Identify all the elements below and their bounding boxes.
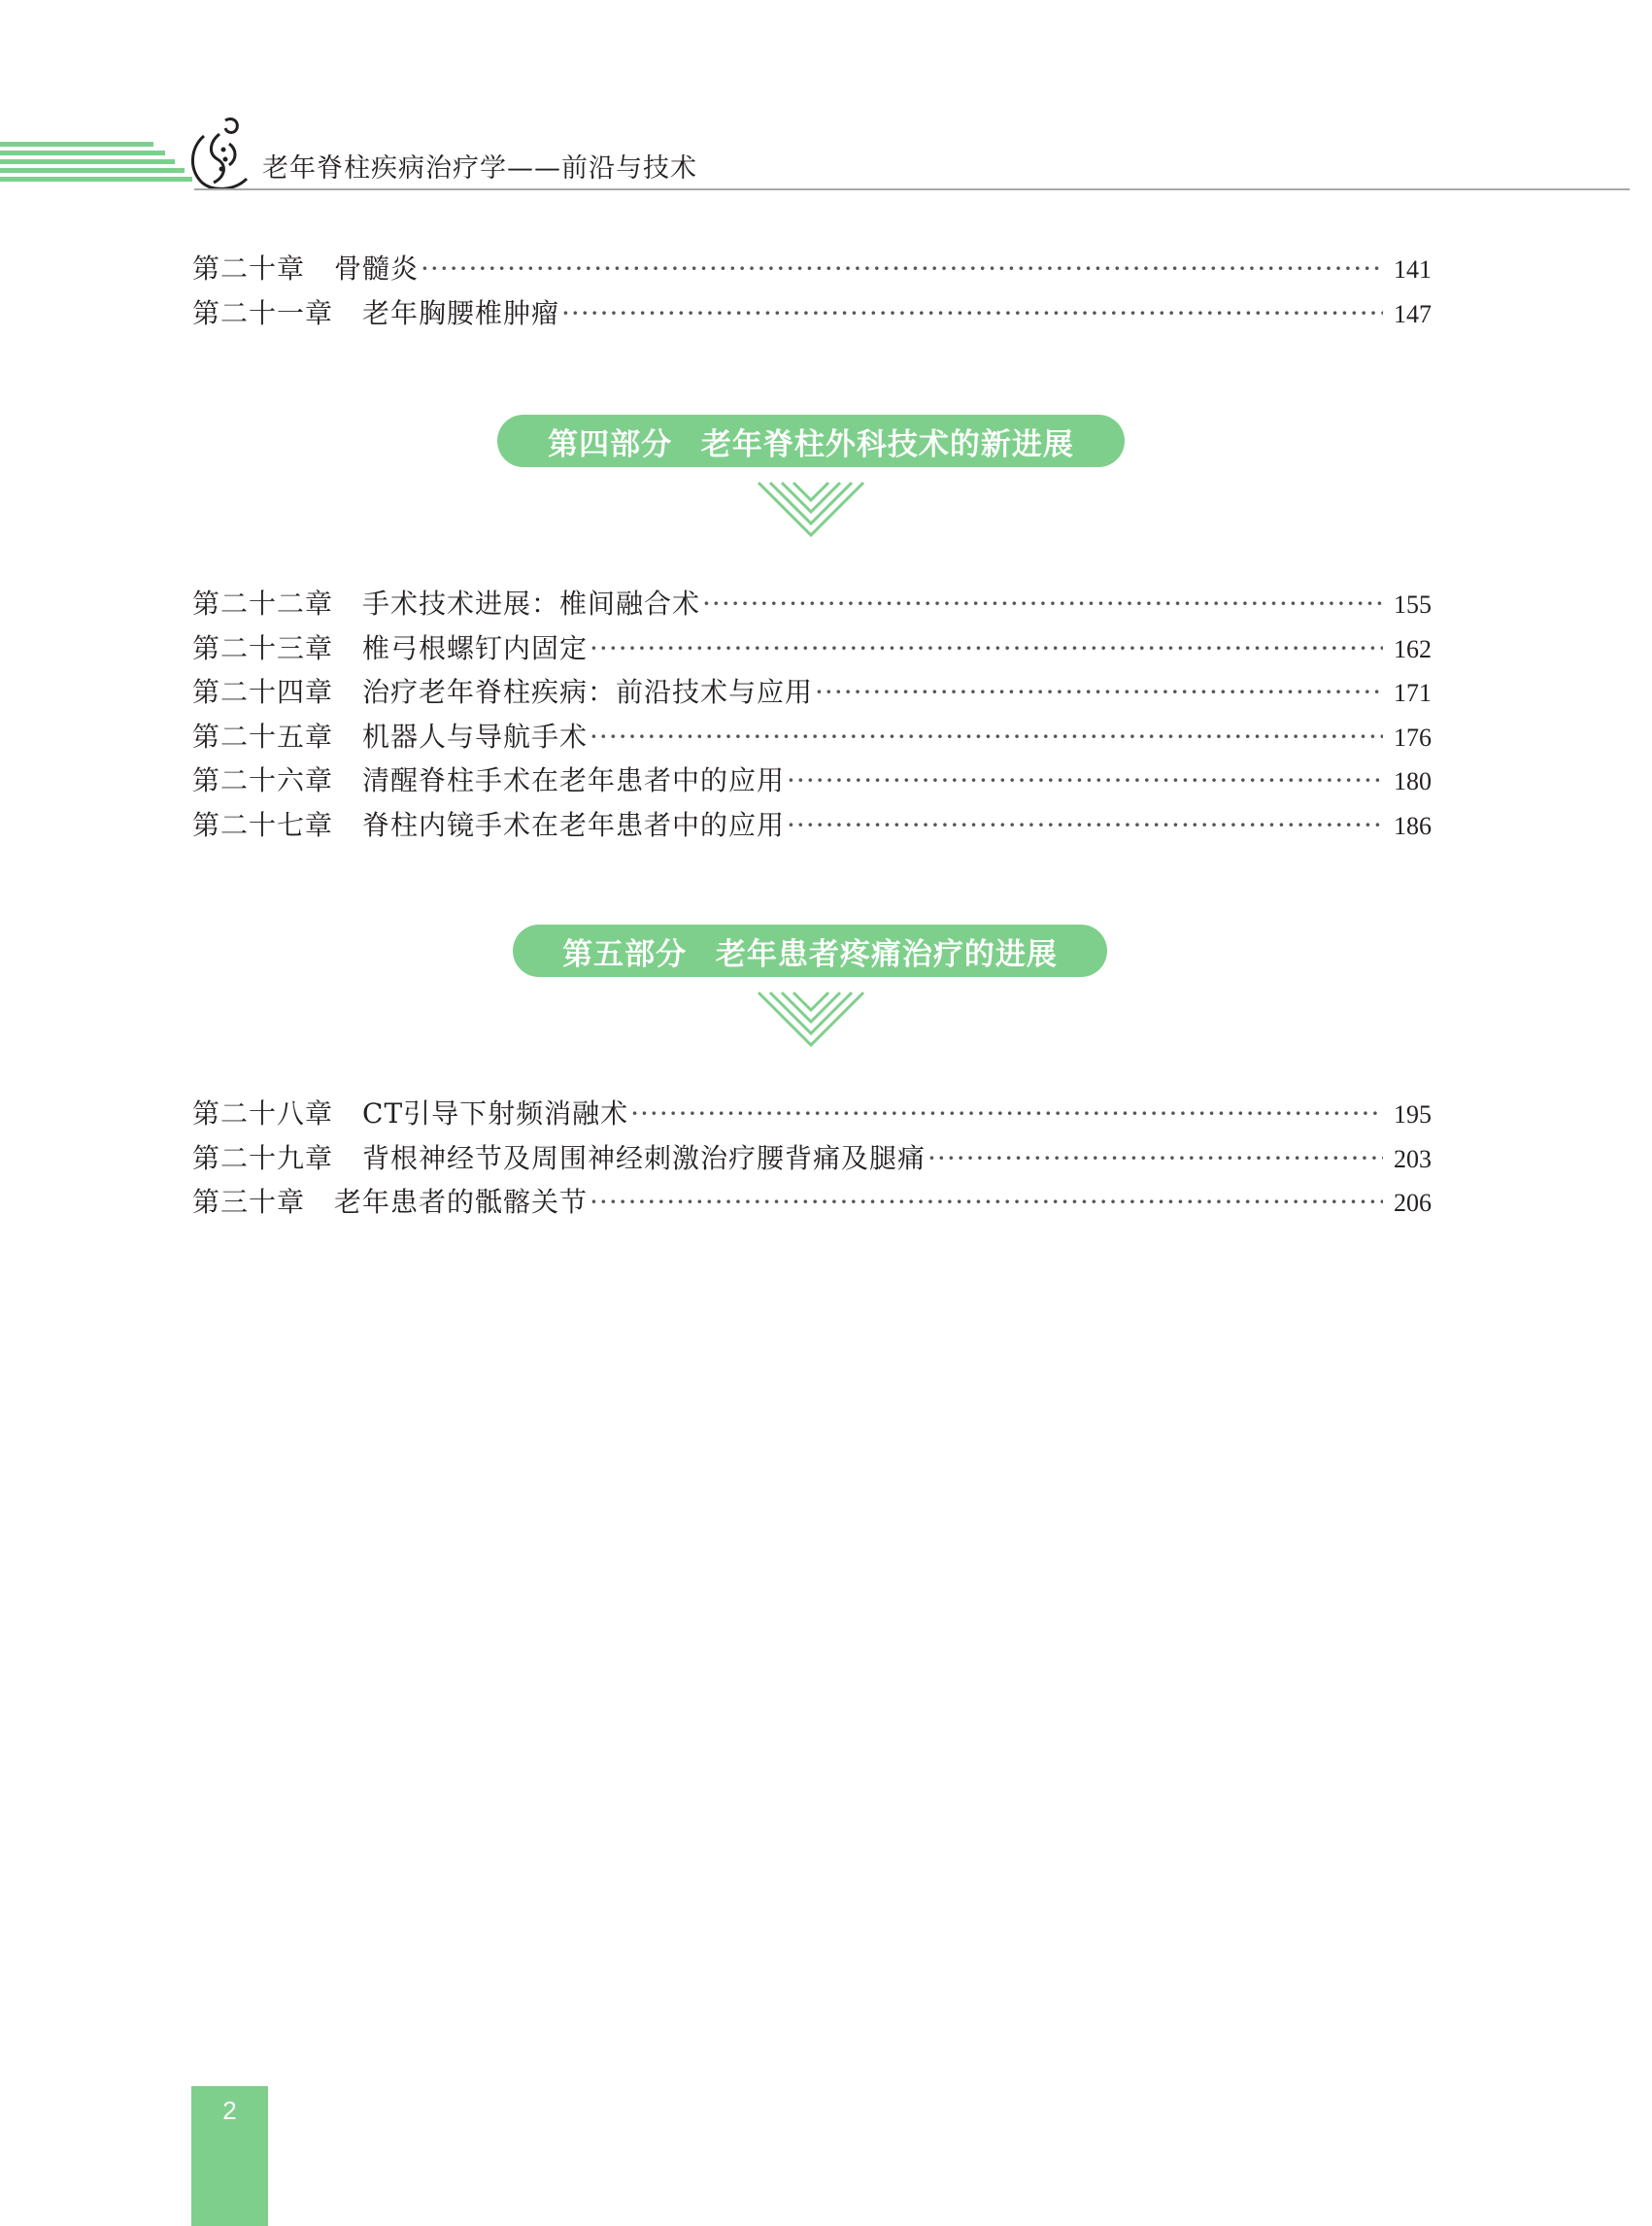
chapter-label: 第二十八章 (192, 1097, 334, 1130)
dot-leader (787, 764, 1383, 796)
chapter-title: 治疗老年脊柱疾病：前沿技术与应用 (362, 676, 814, 708)
header-decorative-stripes (0, 142, 194, 190)
chapter-title: 手术技术进展：椎间融合术 (362, 588, 701, 620)
toc-entry[interactable] (192, 627, 1432, 672)
footer-page-number: 2 (222, 2096, 237, 2125)
toc-top-list (192, 248, 1432, 336)
dot-leader (787, 809, 1383, 841)
part-4-banner: 第四部分 老年脊柱外科技术的新进展 (497, 415, 1125, 467)
chevron-down-icon (757, 481, 865, 537)
chapter-title: CT引导下射频消融术 (362, 1097, 629, 1130)
header-divider (194, 188, 1630, 190)
dot-leader (590, 721, 1383, 753)
dot-leader (590, 632, 1383, 664)
page-number: 155 (1394, 590, 1432, 619)
toc-entry[interactable] (192, 583, 1432, 627)
part-4-toc-list (192, 583, 1432, 848)
chapter-title: 背根神经节及周围神经刺激治疗腰背痛及腿痛 (362, 1141, 927, 1174)
page-number: 162 (1394, 634, 1432, 663)
dot-leader (590, 1186, 1383, 1218)
page-number: 147 (1394, 299, 1432, 328)
chapter-label: 第二十五章 (192, 720, 334, 753)
page-number: 171 (1394, 679, 1432, 707)
chapter-title: 老年患者的骶髂关节 (334, 1186, 589, 1218)
chapter-title: 椎弓根螺钉内固定 (362, 631, 589, 664)
chapter-label: 第二十九章 (192, 1141, 334, 1174)
dot-leader (927, 1142, 1383, 1174)
chapter-label: 第二十一章 (192, 296, 334, 329)
chapter-title: 老年胸腰椎肿瘤 (362, 296, 560, 329)
spine-figure-logo-icon (181, 115, 256, 194)
dot-leader (421, 253, 1383, 285)
chapter-title: 脊柱内镜手术在老年患者中的应用 (362, 808, 786, 841)
chapter-title: 骨髓炎 (334, 253, 420, 285)
part-5-toc-list (192, 1093, 1432, 1226)
page-number: 141 (1394, 255, 1432, 284)
chapter-label: 第二十三章 (192, 631, 334, 664)
page-number: 186 (1394, 811, 1432, 840)
dot-leader (561, 297, 1383, 329)
chapter-label: 第二十六章 (192, 764, 334, 796)
toc-entry[interactable] (192, 1181, 1432, 1226)
toc-entry[interactable] (192, 292, 1432, 337)
page-number: 195 (1394, 1100, 1432, 1129)
page-number: 176 (1394, 723, 1432, 752)
chapter-label: 第二十章 (192, 253, 306, 285)
dot-leader (630, 1097, 1383, 1130)
chapter-title: 机器人与导航手术 (362, 720, 589, 753)
page-number: 206 (1394, 1189, 1432, 1217)
page-number: 203 (1394, 1144, 1432, 1173)
toc-entry[interactable] (192, 804, 1432, 849)
part-5-banner: 第五部分 老年患者疼痛治疗的进展 (513, 925, 1107, 977)
page-number: 180 (1394, 767, 1432, 795)
chapter-label: 第二十二章 (192, 588, 334, 620)
dot-leader (702, 588, 1383, 620)
chapter-label: 第二十七章 (192, 808, 334, 841)
toc-entry[interactable] (192, 716, 1432, 760)
chevron-down-icon (757, 991, 865, 1047)
toc-entry[interactable] (192, 1093, 1432, 1137)
dot-leader (815, 676, 1383, 708)
toc-entry[interactable] (192, 1137, 1432, 1182)
page-number-tab (191, 2086, 268, 2226)
toc-entry[interactable] (192, 671, 1432, 716)
chapter-title: 清醒脊柱手术在老年患者中的应用 (362, 764, 786, 796)
chapter-label: 第二十四章 (192, 676, 334, 708)
book-title: 老年脊柱疾病治疗学——前沿与技术 (262, 153, 697, 184)
toc-entry[interactable] (192, 248, 1432, 292)
chapter-label: 第三十章 (192, 1186, 306, 1218)
toc-entry[interactable] (192, 759, 1432, 804)
